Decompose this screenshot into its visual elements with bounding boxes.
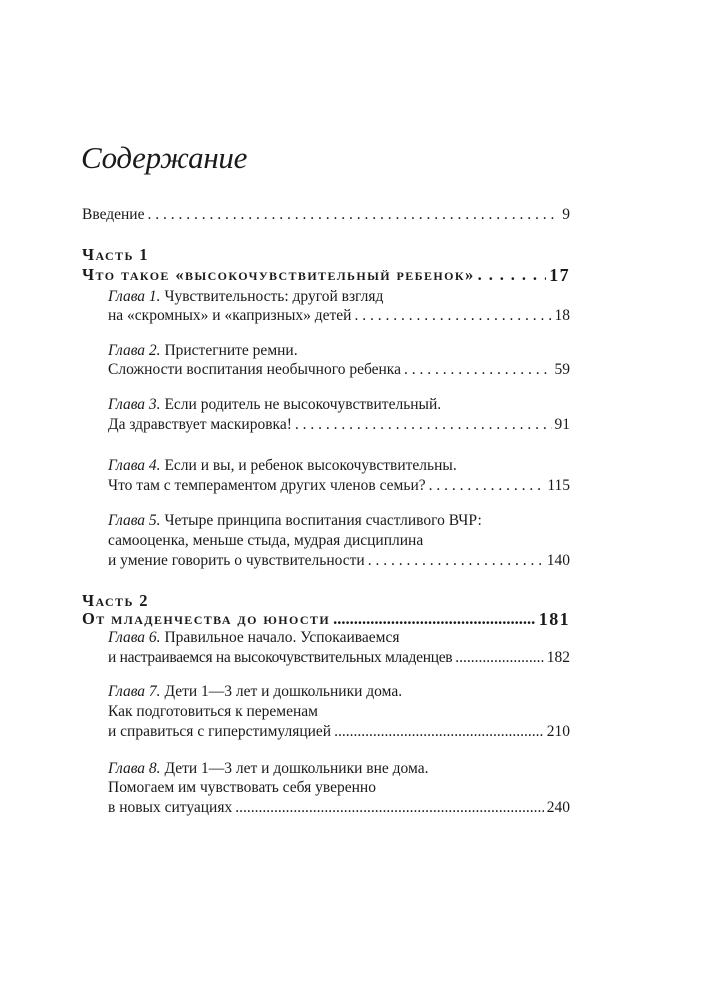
chapter-text: Как подготовиться к переменам: [108, 703, 318, 720]
leader-dots: [333, 609, 536, 629]
toc-entry-chapter-2[interactable]: [108, 360, 570, 380]
chapter-text: Если и вы, и ребенок высокочувствительны.: [164, 457, 457, 474]
chapter-8-line: [108, 778, 570, 798]
chapter-text: Что там с темпераментом других членов семьи?: [108, 477, 426, 494]
toc-entry-chapter-3[interactable]: [108, 415, 570, 435]
leader-dots: [478, 265, 547, 285]
part-title: От младенчества до юности: [82, 609, 331, 628]
chapter-7-line: [108, 702, 570, 722]
toc-entry-chapter-7[interactable]: [108, 722, 570, 742]
page-number: 210: [546, 723, 570, 740]
chapter-text: Правильное начало. Успокаиваемся: [164, 629, 400, 646]
page-title: Содержание: [81, 140, 248, 175]
toc-entry-chapter-4[interactable]: [108, 476, 570, 496]
chapter-prefix: Глава 4.: [108, 457, 161, 474]
chapter-5-line: [108, 531, 570, 551]
page-number: 17: [549, 265, 570, 285]
part-2-label: Часть 2: [82, 591, 149, 610]
chapter-8-line: [108, 759, 570, 779]
leader-dots: [354, 306, 551, 326]
chapter-text: и умение говорить о чувствительности: [108, 552, 365, 569]
toc-entry-intro[interactable]: [82, 205, 570, 225]
chapter-text: Дети 1—3 лет и дошкольники вне дома.: [164, 760, 429, 777]
chapter-text: Если родитель не высокочувствительный.: [164, 396, 442, 413]
chapter-text: Чувствительность: другой взгляд: [164, 288, 384, 305]
chapter-text: Сложности воспитания необычного ребенка: [108, 361, 401, 378]
page-number: 240: [546, 799, 570, 816]
chapter-1-line: [108, 287, 570, 307]
chapter-text: Помогаем им чувствовать себя уверенно: [108, 779, 376, 796]
page-number: 115: [547, 477, 570, 494]
page-number: 18: [554, 307, 570, 324]
leader-dots: [368, 551, 544, 571]
part-1-label: Часть 1: [82, 245, 149, 264]
chapter-4-line: [108, 456, 570, 476]
chapter-text: самооценка, меньше стыда, мудрая дисциплина: [108, 532, 424, 549]
toc-entry-part-2[interactable]: [82, 609, 570, 629]
leader-dots: [429, 476, 545, 496]
entry-label: Введение: [82, 206, 145, 223]
chapter-prefix: Глава 5.: [108, 512, 161, 529]
page-number: 59: [554, 361, 570, 378]
page-number: 181: [538, 609, 570, 629]
chapter-3-line: [108, 395, 570, 415]
leader-dots: [235, 798, 544, 818]
toc-entry-chapter-6[interactable]: [108, 648, 570, 668]
chapter-text: и справиться с гиперстимуляцией: [108, 723, 332, 740]
toc-entry-chapter-5[interactable]: [108, 551, 570, 571]
leader-dots: [295, 415, 552, 435]
page-number: 91: [554, 416, 570, 433]
chapter-text: в новых ситуациях: [108, 799, 233, 816]
chapter-prefix: Глава 2.: [108, 342, 161, 359]
chapter-2-line: [108, 341, 570, 361]
leader-dots: [147, 205, 559, 225]
part-title: Что такое «высокочувствительный ребенок»: [82, 265, 475, 284]
chapter-text: на «скромных» и «капризных» детей: [108, 307, 352, 324]
chapter-7-line: [108, 682, 570, 702]
leader-dots: [455, 648, 543, 668]
toc-entry-chapter-8[interactable]: [108, 798, 570, 818]
toc-entry-chapter-1[interactable]: [108, 306, 570, 326]
chapter-text: Да здравствует маскировка!: [108, 416, 292, 433]
chapter-text: Пристегните ремни.: [164, 342, 298, 359]
chapter-prefix: Глава 7.: [108, 683, 161, 700]
chapter-6-line: [108, 628, 570, 648]
chapter-text: Дети 1—3 лет и дошкольники дома.: [164, 683, 403, 700]
chapter-text: и настраиваемся на высокочувствительных младенцев: [108, 649, 453, 666]
chapter-text: Четыре принципа воспитания счастливого ВЧР:: [164, 512, 482, 529]
chapter-prefix: Глава 8.: [108, 760, 161, 777]
page-number: 140: [546, 552, 570, 569]
page-number: 9: [562, 206, 570, 223]
toc-entry-part-1[interactable]: [82, 265, 570, 285]
leader-dots: [334, 722, 544, 742]
page-number: 182: [546, 649, 570, 666]
leader-dots: [404, 360, 552, 380]
chapter-prefix: Глава 1.: [108, 288, 161, 305]
chapter-prefix: Глава 6.: [108, 629, 161, 646]
chapter-5-line: [108, 511, 570, 531]
chapter-prefix: Глава 3.: [108, 396, 161, 413]
